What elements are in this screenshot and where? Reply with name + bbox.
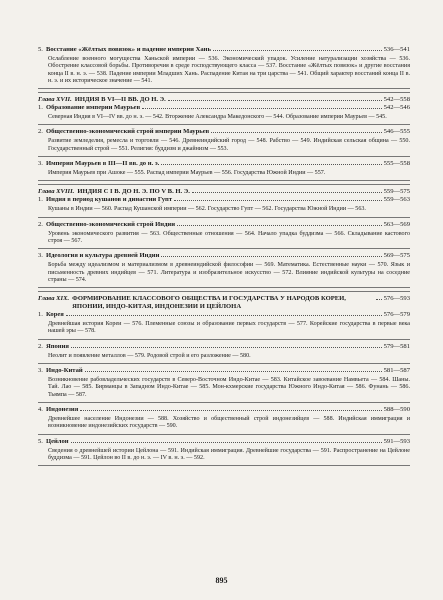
section-number: 2.	[38, 220, 43, 228]
chapter-title: ИНДИЯ В VI—II ВВ. ДО Н. Э.	[74, 96, 166, 104]
divider	[38, 184, 410, 185]
section-heading	[38, 104, 410, 112]
section-title: Общественно-экономический строй Индии	[45, 220, 176, 228]
divider	[38, 248, 410, 249]
section-title: Общественно-экономический строй империи Маурьев	[45, 128, 210, 136]
section-entry	[38, 104, 410, 125]
section-summary: Неолит и появление металлов — 579. Родовой строй и его разложение — 580.	[48, 352, 251, 359]
dot-leader	[211, 132, 381, 133]
divider	[38, 339, 410, 340]
section-entry	[38, 367, 410, 403]
divider	[38, 434, 410, 435]
chapter-title: ИНДИЯ С I В. ДО Н. Э. ПО V В. Н. Э.	[77, 188, 190, 196]
divider	[38, 92, 410, 93]
section-entry	[38, 160, 410, 181]
section-title: Корея	[45, 311, 64, 319]
section-title: Идеология и культура древней Индии	[45, 252, 160, 260]
section-heading	[38, 343, 410, 351]
dot-leader	[174, 200, 382, 201]
chapter-title: ФОРМИРОВАНИЕ КЛАССОВОГО ОБЩЕСТВА И ГОСУДАРСТВА У НАРОДОВ КОРЕИ, ЯПОНИИ, ИНДО-КИТАЯ, ИНДОНЕЗИИ И ЦЕЙЛОНА	[72, 295, 346, 311]
section-title: Цейлон	[45, 437, 69, 445]
section-summary: Сведения о древнейшей истории Цейлона — 591. Индийская иммиграция. Древнейшие государства — 591. Распространение на Цейлоне буддизма — 591. Цейлон во II в. до н. э. — IV в. н. э. — 592.	[48, 447, 410, 461]
section-number: 3.	[38, 160, 43, 168]
dot-leader	[213, 50, 382, 51]
section-entry	[38, 252, 410, 288]
dot-leader	[177, 225, 382, 226]
section-summary: Империя Маурьев при Ашоке — 555. Распад империи Маурьев — 556. Государства Южной Индии — 557.	[48, 170, 326, 177]
dot-leader	[192, 192, 382, 193]
section-summary: Древнейшее население Индонезии — 588. Хозяйство и общественный строй индонезийцев — 588. Индийская иммиграция и возникновение индонезийских государств — 590.	[48, 415, 410, 430]
section-summary: Древнейшая история Кореи — 576. Племенные союзы и образование первых государств — 577. Корейские государства в первые века нашей эры — 578.	[48, 321, 410, 335]
section-entry	[38, 406, 410, 435]
chapter-heading	[38, 188, 410, 196]
section-summary: Северная Индия в VI—IV вв. до н. э. — 542. Вторжение Александра Македонского — 544. Образование империи Маурьев — 545.	[48, 114, 387, 121]
divider	[38, 124, 410, 125]
chapter-label: Глава XVIII.	[38, 188, 75, 196]
page-range: 591—593	[383, 437, 410, 445]
section-title: Индия в период кушанов и династии Гупт	[45, 196, 173, 204]
section-entry	[38, 221, 410, 250]
chapter-label: Глава XVII.	[38, 96, 72, 104]
section-heading	[38, 160, 410, 168]
divider	[38, 88, 410, 89]
page-range: 563—569	[383, 220, 410, 228]
section-summary: Возникновение рабовладельческих государств в Северо-Восточном Индо-Китае — 583. Китайское завоевание Намвьета — 584. Шаны. Тай. Лао — 585. Бирманцы в Западном Индо-Китае — 585. Мон-кхмерские государства Южного Индо-Китая — 586. Фунань — 586. Тьямпа — 587.	[48, 377, 410, 398]
page-range: 588—590	[383, 405, 410, 413]
section-title: Индонезия	[45, 405, 79, 413]
section-number: 5.	[38, 46, 43, 53]
section-summary: Уровень экономического развития — 563. Общественные отношения — 564. Начало упадка буддизма — 566. Складывание кастового строя — 567.	[48, 230, 410, 244]
section-number: 2.	[38, 342, 43, 350]
section-number: 1.	[38, 104, 43, 112]
section-heading	[38, 221, 410, 229]
section-heading	[38, 46, 410, 54]
page-range: 542—558	[383, 96, 410, 104]
dot-leader	[161, 256, 381, 257]
section-number: 5.	[38, 437, 43, 445]
section-entry	[38, 343, 410, 364]
dot-leader	[168, 100, 382, 101]
section-entry	[38, 128, 410, 157]
section-heading	[38, 438, 410, 446]
chapter-heading	[38, 96, 410, 104]
dot-leader	[85, 371, 382, 372]
chapter-entry	[38, 295, 410, 311]
dot-leader	[71, 442, 382, 443]
chapter-heading	[38, 295, 410, 311]
page-range: 559—563	[383, 196, 410, 204]
table-of-contents	[38, 46, 410, 466]
chapter-entry	[38, 188, 410, 196]
dot-leader	[66, 315, 382, 316]
section-entry	[38, 196, 410, 217]
dot-leader	[142, 108, 381, 109]
page-range: 546—555	[383, 128, 410, 136]
chapter-label: Глава XIX.	[38, 295, 70, 303]
section-heading	[38, 367, 410, 375]
section-title: Империя Маурьев в III—II вв. до н. э.	[45, 160, 160, 168]
section-heading	[38, 128, 410, 136]
section-heading	[38, 406, 410, 414]
section-number: 1.	[38, 311, 43, 319]
section-heading	[38, 252, 410, 260]
divider	[38, 291, 410, 292]
divider	[38, 180, 410, 181]
divider	[38, 217, 410, 218]
page-range: 569—575	[383, 252, 410, 260]
dot-leader	[71, 347, 382, 348]
section-number: 1.	[38, 196, 43, 204]
page-range: 555—558	[383, 160, 410, 168]
page-range: 559—575	[383, 188, 410, 196]
divider	[38, 363, 410, 364]
dot-leader	[161, 164, 381, 165]
divider	[38, 402, 410, 403]
section-number: 3.	[38, 252, 43, 260]
page-range: 579—581	[383, 342, 410, 350]
section-number: 3.	[38, 367, 43, 375]
chapter-entry	[38, 96, 410, 104]
section-number: 4.	[38, 405, 43, 413]
section-title: Образование империи Маурьев	[45, 104, 141, 112]
dot-leader	[376, 299, 382, 300]
section-summary: Развитие земледелия, ремесла и торговли — 546. Древнеиндийский город — 548. Рабство — 549. Индийская сельская община — 550. Государственный строй — 551. Религия: буддизм и джайнизм — 553.	[48, 138, 410, 152]
page-range: 542—546	[383, 104, 410, 112]
section-summary: Ослабление военного могущества Ханьской империи — 536. Экономический упадок. Усиление натурализации хозяйства — 536. Обострение классовой борьбы. Противоречия в среде господствующего класса — 537. Восстание «Жёлтых повязок» и другие восстания конца II в. н. э. — 538. Падение империи Младших Хань. Распадение Китая на три царства — 541. Общий характер восстаний конца II в. н. э. и их историческое значение — 541.	[48, 56, 410, 84]
divider	[38, 465, 410, 466]
divider	[38, 156, 410, 157]
page-range: 576—593	[383, 295, 410, 303]
divider	[38, 287, 410, 288]
page-range: 576—579	[383, 311, 410, 319]
section-title: Индо-Китай	[45, 367, 83, 375]
section-summary: Кушаны в Индии — 560. Распад Кушанской империи — 562. Государство Гупт — 562. Государства Южной Индии — 563.	[48, 206, 366, 213]
section-title: Восстание «Жёлтых повязок» и падение империи Хань	[45, 46, 211, 53]
section-entry	[38, 46, 410, 89]
section-entry	[38, 311, 410, 340]
section-heading	[38, 196, 410, 204]
section-title: Япония	[45, 342, 69, 350]
section-entry	[38, 438, 410, 467]
page-range: 536—541	[383, 46, 410, 53]
page-range: 581—587	[383, 367, 410, 375]
page-number: 895	[215, 576, 228, 585]
section-summary: Борьба между идеализмом и материализмом в древнеиндийской философии — 569. Математика. Естественные науки — 570. Язык и письменность древних индийцев — 571. Литература и изобразительное искусство — 572. Влияние индийской культуры на соседние страны — 574.	[48, 262, 410, 283]
section-number: 2.	[38, 128, 43, 136]
dot-leader	[80, 410, 381, 411]
section-heading	[38, 311, 410, 319]
